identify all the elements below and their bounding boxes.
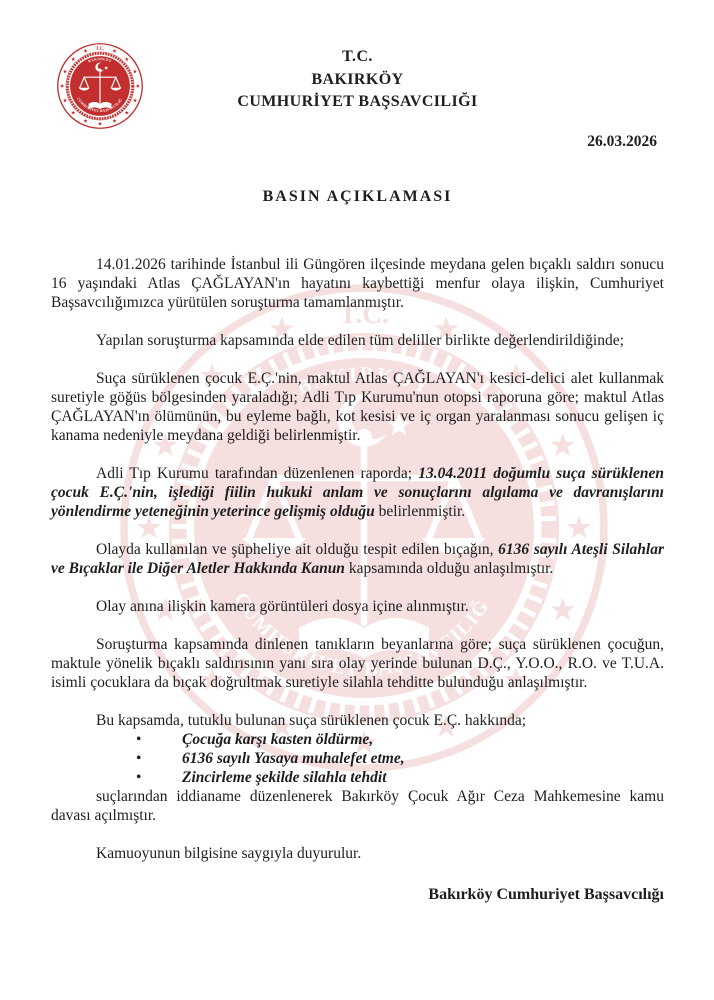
emphasized-text: 6136 sayılı Ateşli Silahlar ve Bıçaklar ile Diğer Aletler Hakkında Kanun	[51, 540, 664, 577]
paragraph	[51, 255, 664, 312]
body-text: Soruşturma kapsamında dinlenen tanıkların beyanlarına göre; suça sürüklenen çocuğun, maktule yönelik bıçaklı saldırısının yanı sıra olay yerinde bulunan D.Ç., Y.O.O., R.O. ve T.U.A. isimli çocuklara da bıçak doğrultmak suretiyle silahla tehditte bulunduğu anlaşılmıştır.	[51, 635, 664, 691]
letterhead-line-tc: T.C.	[342, 48, 373, 65]
bullet-item	[51, 768, 664, 787]
body-text: Adli Tıp Kurumu tarafından düzenlenen raporda;	[96, 464, 419, 482]
bullet-text: 6136 sayılı Yasaya muhalefet etme,	[182, 749, 405, 767]
prosecutors-office-seal-logo	[56, 42, 144, 130]
body-text: Olayda kullanılan ve şüpheliye ait olduğu tespit edilen bıçağın,	[96, 540, 499, 558]
paragraph	[51, 844, 664, 863]
paragraph	[51, 464, 664, 521]
body-text: belirlenmiştir.	[374, 502, 466, 520]
paragraph	[51, 597, 664, 616]
body-text: Bu kapsamda, tutuklu bulunan suça sürüklenen çocuk E.Ç. hakkında;	[96, 711, 527, 729]
document-title: BASIN AÇIKLAMASI	[262, 187, 453, 205]
paragraph	[51, 369, 664, 445]
bullet-text: Çocuğa karşı kasten öldürme,	[182, 730, 374, 748]
paragraph	[51, 711, 664, 730]
emphasized-text: 13.04.2011 doğumlu suça sürüklenen çocuk E.Ç.'nin, işlediği fiilin hukuki anlam ve sonuçlarını algılama ve davranışlarını yönlendirme yeteneğinin yeterince gelişmiş olduğu	[51, 464, 664, 520]
document-date: 26.03.2026	[587, 132, 657, 150]
body-text: Kamuoyunun bilgisine saygıyla duyurulur.	[96, 844, 362, 862]
body-text: suçlarından iddianame düzenlenerek Bakırköy Çocuk Ağır Ceza Mahkemesine kamu davası açılmıştır.	[51, 787, 664, 824]
signature-block: Bakırköy Cumhuriyet Başsavcılığı	[428, 885, 664, 903]
body-text: Suça sürüklenen çocuk E.Ç.'nin, maktul Atlas ÇAĞLAYAN'ı kesici-delici alet kullanmak suretiyle göğüs bölgesinden yaraladığı; Adli Tıp Kurumu'nun otopsi raporuna göre; maktul Atlas ÇAĞLAYAN'ın ölümünün, bu eyleme bağlı, kot kesisi ve iç organ yaralanması sonucu gelişen iç kanama nedeniyle meydana geldiği belirlenmiştir.	[51, 369, 664, 444]
paragraph	[51, 635, 664, 692]
bullet-marker: •	[136, 730, 142, 748]
bullet-marker: •	[136, 749, 142, 767]
letterhead-line-office: CUMHURİYET BAŞSAVCILIĞI	[237, 93, 478, 110]
bullet-marker: •	[136, 768, 142, 786]
paragraph	[51, 331, 664, 350]
paragraph	[51, 787, 664, 825]
paragraph	[51, 540, 664, 578]
letterhead-line-city: BAKIRKÖY	[311, 70, 404, 88]
body-text: Yapılan soruşturma kapsamında elde edilen tüm deliller birlikte değerlendirildiğinde;	[96, 331, 624, 349]
bullet-text: Zincirleme şekilde silahla tehdit	[182, 768, 387, 786]
body-text: 14.01.2026 tarihinde İstanbul ili Güngören ilçesinde meydana gelen bıçaklı saldırı sonucu 16 yaşındaki Atlas ÇAĞLAYAN'ın hayatını kaybettiği menfur olaya ilişkin, Cumhuriyet Başsavcılığımızca yürütülen soruşturma tamamlanmıştır.	[51, 255, 664, 311]
bullet-item	[51, 730, 664, 749]
bullet-item	[51, 749, 664, 768]
body-text: Olay anına ilişkin kamera görüntüleri dosya içine alınmıştır.	[96, 597, 469, 615]
document-body	[51, 255, 664, 863]
body-text: kapsamında olduğu anlaşılmıştır.	[344, 559, 554, 577]
